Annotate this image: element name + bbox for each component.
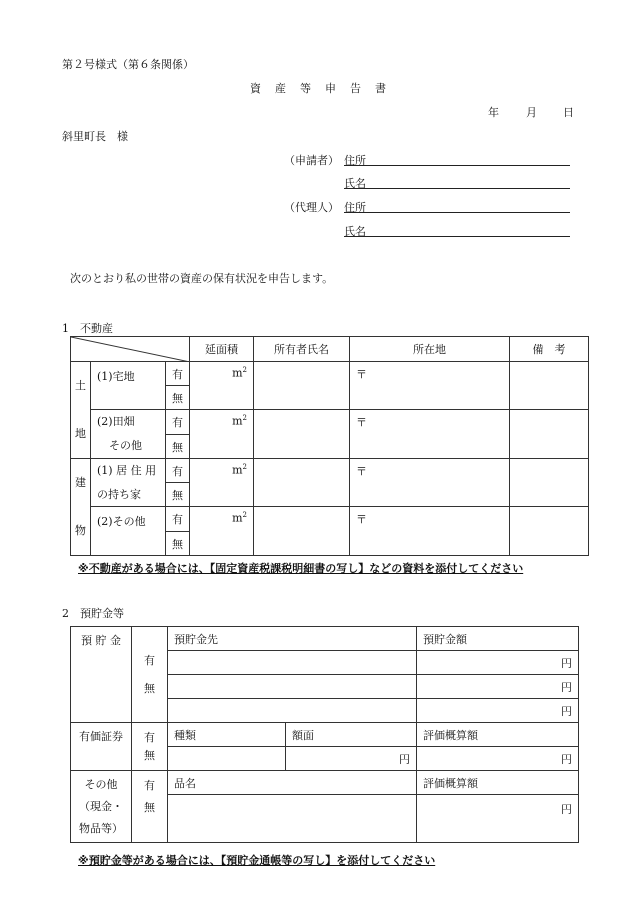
col-owner-name: 所有者氏名 [254,337,350,362]
yes-option[interactable]: 有 [144,730,155,744]
applicant-name-label: 氏名 [344,177,366,190]
other-label-2: （現金・ [79,799,123,813]
location-cell[interactable] [350,410,510,459]
row-type-label [91,362,166,410]
date-day: 日 [563,106,574,119]
area-unit: m [232,414,243,428]
agent-address-field[interactable] [344,212,570,213]
land-label-1: 土 [75,379,86,392]
row-type-label [91,507,166,556]
deposit-label-text: 預 貯 金 [81,634,121,647]
agent-name-label: 氏名 [344,225,366,238]
postal-mark: 〒 [356,465,368,478]
date-year: 年 [488,106,499,119]
other-estimate-cell[interactable] [417,795,579,843]
kind-header: 種類 [168,723,286,747]
no-option[interactable]: 無 [166,435,190,459]
area-unit-sup: 2 [242,414,248,422]
location-cell[interactable] [350,459,510,507]
securities-label [71,723,132,771]
no-option[interactable]: 無 [144,681,155,695]
securities-yes-no[interactable] [132,723,168,771]
form-title: 資産等申告書 [250,82,400,95]
item-name-cell[interactable] [168,795,417,843]
estimate-cell[interactable]: 円 [417,747,579,771]
deposit-to-cell[interactable] [168,651,417,675]
row-type-label [91,459,166,507]
other-label [71,771,132,843]
section2-heading: 2 預貯金等 [62,607,124,620]
owner-cell[interactable] [254,410,350,459]
agent-name-field[interactable] [344,236,570,237]
no-option[interactable]: 無 [166,532,190,556]
applicant-address-field[interactable] [344,165,570,166]
section1-heading: 1 不動産 [62,322,113,335]
securities-label-text: 有価証券 [79,730,123,743]
area-cell[interactable] [190,507,254,556]
real-estate-table [70,336,589,556]
location-cell[interactable] [350,362,510,410]
row-type-text-2: の持ち家 [97,487,141,501]
yes-option[interactable]: 有 [144,779,155,792]
land-label-2: 地 [75,427,86,440]
area-cell[interactable] [190,459,254,507]
face-value-header: 額面 [286,723,417,747]
area-unit-sup: 2 [242,511,248,519]
applicant-label: （申請者） [284,154,339,167]
area-unit-sup: 2 [242,366,248,374]
form-number: 第２号様式（第６条関係） [62,58,194,71]
deposit-label [71,627,132,723]
item-name-header: 品名 [168,771,417,795]
deposit-amount-cell[interactable]: 円 [417,699,579,723]
postal-mark: 〒 [356,513,368,526]
yes-option[interactable]: 有 [166,507,190,532]
agent-label: （代理人） [284,201,339,214]
row-type-text: (1) 居 住 用 [97,463,157,477]
yes-option[interactable]: 有 [166,410,190,435]
building-group-label [71,459,91,556]
other-label-1: その他 [84,777,118,791]
other-yes-no[interactable] [132,771,168,843]
area-unit: m [232,511,243,525]
postal-mark: 〒 [356,368,368,381]
owner-cell[interactable] [254,459,350,507]
owner-cell[interactable] [254,362,350,410]
applicant-name-field[interactable] [344,188,570,189]
remarks-cell[interactable] [510,410,589,459]
area-cell[interactable] [190,362,254,410]
deposit-amount-cell[interactable]: 円 [417,651,579,675]
remarks-cell[interactable] [510,507,589,556]
owner-cell[interactable] [254,507,350,556]
location-cell[interactable] [350,507,510,556]
row-type-text: (2)田畑 [97,415,135,428]
estimate-header: 評価概算額 [417,723,579,747]
addressee: 斜里町長 様 [62,130,128,143]
agent-address-label: 住所 [344,201,366,214]
other-estimate-header: 評価概算額 [417,771,579,795]
area-unit-sup: 2 [242,463,248,471]
date-month: 月 [526,106,537,119]
row-type-text: (2)その他 [97,515,146,528]
row-type-text: (1)宅地 [97,370,135,383]
col-location: 所在地 [350,337,510,362]
applicant-address-label: 住所 [344,154,366,167]
deposit-to-cell[interactable] [168,699,417,723]
other-label-3: 物品等） [79,821,123,835]
yes-option[interactable]: 有 [144,653,155,667]
area-unit: m [232,463,243,477]
no-option[interactable]: 無 [144,801,155,814]
face-value-cell[interactable]: 円 [286,747,417,771]
deposit-to-header: 預貯金先 [168,627,417,651]
no-option[interactable]: 無 [144,748,155,762]
building-label-1: 建 [75,476,86,489]
col-floor-area: 延面積 [190,337,254,362]
row-type-text-2: その他 [109,439,142,452]
building-label-2: 物 [75,524,86,537]
section1-note: ※不動産がある場合には、【固定資産税課税明細書の写し】などの資料を添付してください [78,562,524,575]
area-unit: m [232,366,243,380]
diagonal-header-cell [71,337,190,362]
section2-note: ※預貯金等がある場合には、【預貯金通帳等の写し】を添付してください [78,854,436,867]
deposit-amount-cell[interactable]: 円 [417,675,579,699]
deposit-yes-no[interactable] [132,627,168,723]
remarks-cell[interactable] [510,459,589,507]
land-group-label [71,362,91,459]
yen-unit: 円 [561,803,572,816]
diagonal-line [71,337,190,362]
postal-mark: 〒 [356,416,368,429]
area-cell[interactable] [190,410,254,459]
intro-text: 次のとおり私の世帯の資産の保有状況を申告します。 [70,272,334,285]
yes-option[interactable]: 有 [166,459,190,483]
no-option[interactable]: 無 [166,386,190,410]
no-option[interactable]: 無 [166,483,190,507]
remarks-cell[interactable] [510,362,589,410]
deposit-amount-header: 預貯金額 [417,627,579,651]
yes-option[interactable]: 有 [166,362,190,386]
deposits-table [70,626,579,843]
col-remarks: 備 考 [510,337,589,362]
kind-cell[interactable] [168,747,286,771]
row-type-label [91,410,166,459]
deposit-to-cell[interactable] [168,675,417,699]
